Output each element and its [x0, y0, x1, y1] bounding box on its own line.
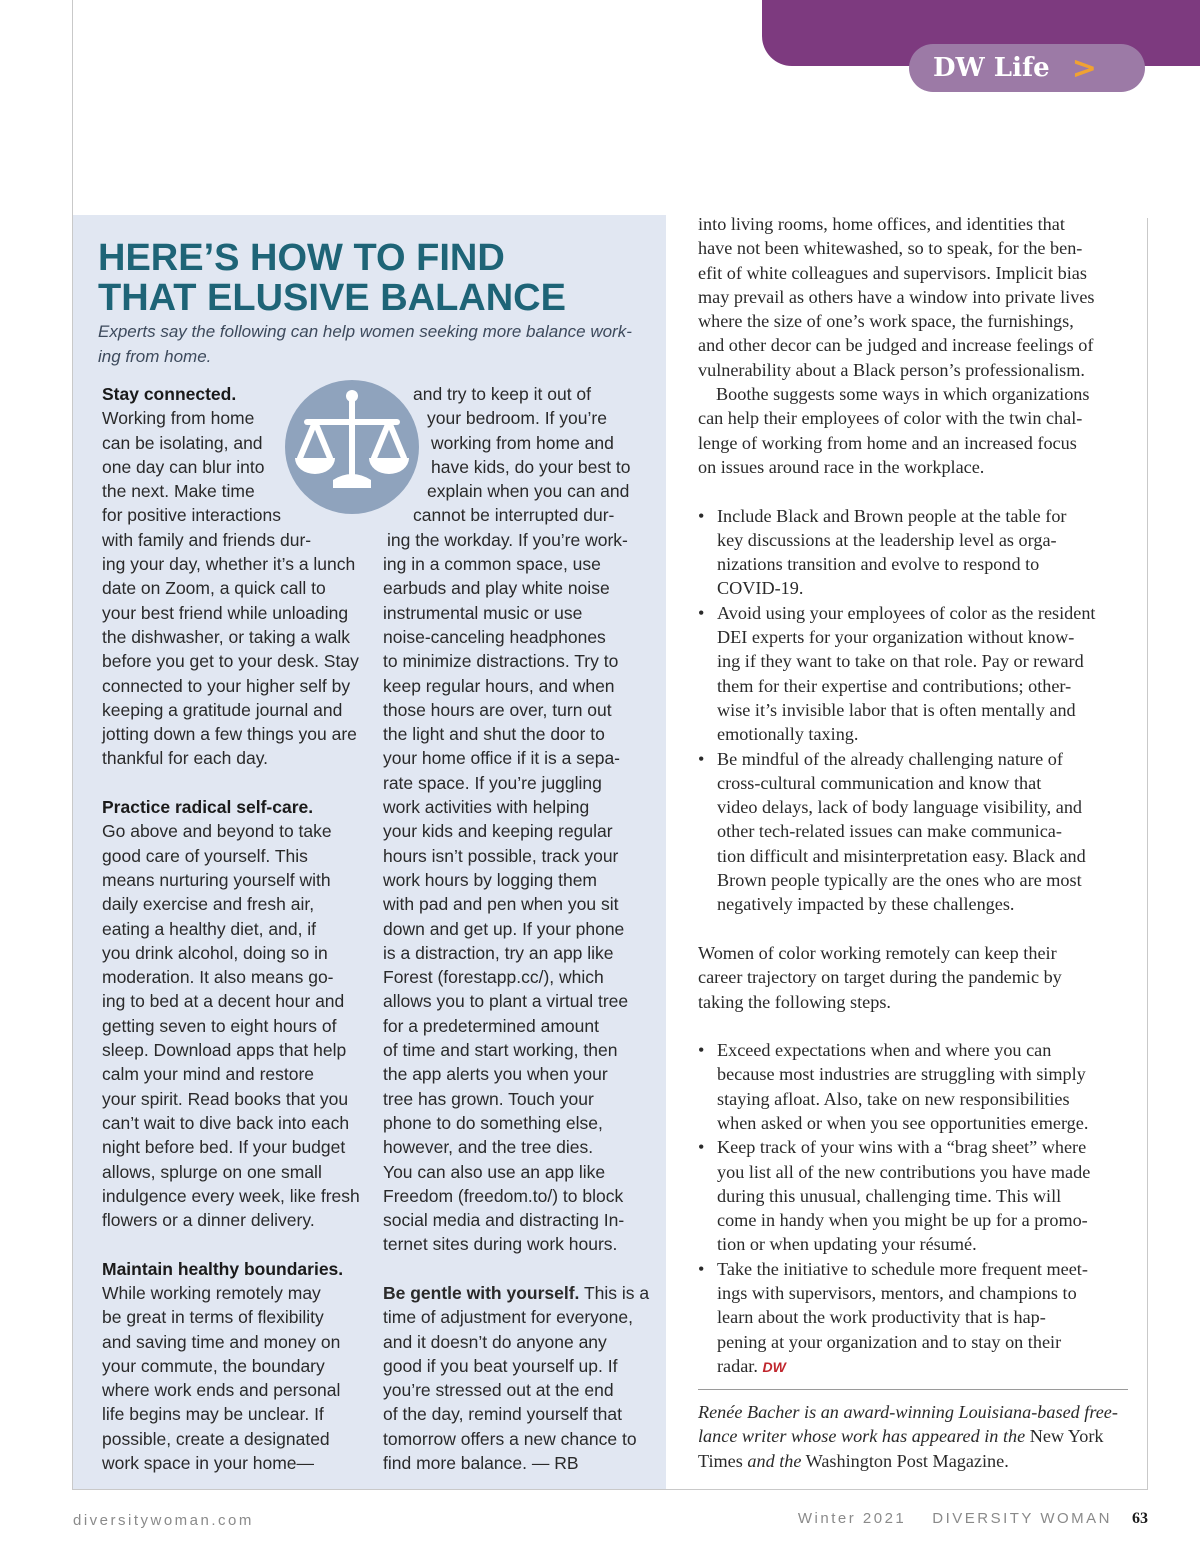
text-line-content: ing to bed at a decent hour and [102, 991, 345, 1012]
text-line-content: phone to do something else, [383, 1112, 603, 1133]
text-line [383, 722, 645, 746]
text-line-content: keeping a gratitude journal and [102, 699, 343, 720]
text-line-content: hours isn’t possible, track your [383, 845, 619, 866]
page-frame-right [1147, 218, 1148, 1490]
text-line-content: Practice radical self-care. [102, 797, 314, 818]
text-line-content: possible, create a designated [102, 1428, 330, 1449]
text-line-content: DEI experts for your organization without know- [717, 627, 1075, 648]
text-line-content: You can also use an app like [383, 1161, 606, 1182]
text-line [102, 1330, 360, 1354]
text-line [383, 1402, 645, 1426]
text-line-content: for a predetermined amount [383, 1015, 599, 1036]
paragraph-spacer [102, 771, 360, 795]
text-line-content: where the size of one’s work space, the furnishings, [698, 311, 1074, 332]
text-line [383, 1062, 645, 1086]
text-line-content: learn about the work productivity that is hap- [717, 1307, 1046, 1328]
text-line-content: wise it’s invisible labor that is often mentally and [717, 699, 1076, 720]
text-line-content: explain when you can and [427, 481, 630, 502]
text-line [102, 649, 360, 673]
text-line-content: vulnerability about a Black person’s professionalism. [698, 359, 1085, 380]
text-line-content: nizations transition and evolve to respond to [717, 554, 1040, 575]
text-line-content: social media and distracting In- [383, 1210, 625, 1231]
text-line-content: you drink alcohol, doing so in [102, 942, 328, 963]
text-line-content: your home office if it is a sepa- [383, 748, 621, 769]
text-line [102, 1014, 360, 1038]
text-line-content: rate space. If you’re juggling [383, 772, 602, 793]
bullet-item-line [698, 1257, 1138, 1281]
text-line [102, 552, 360, 576]
author-bio-line [698, 1449, 1138, 1473]
text-line-content: negatively impacted by these challenges. [717, 894, 1015, 915]
text-line [102, 1038, 360, 1062]
text-line [383, 674, 645, 698]
text-line-content: working from home and [431, 432, 614, 453]
text-line-content: ing your day, whether it’s a lunch [102, 554, 356, 575]
text-line-content: and saving time and money on [102, 1331, 341, 1352]
publication-name: Times [698, 1450, 743, 1471]
text-line-content: work space in your home— [102, 1453, 315, 1474]
text-line-content: be great in terms of flexibility [102, 1307, 324, 1328]
text-line [383, 892, 645, 916]
text-line-content: the dishwasher, or taking a walk [102, 626, 351, 647]
publication-name: New York [1025, 1426, 1104, 1447]
text-line [102, 819, 360, 843]
text-line-content: your kids and keeping regular [383, 821, 613, 842]
bullet-item-line [698, 601, 1138, 625]
text-line [383, 1038, 645, 1062]
bullet-item-line [698, 1281, 1138, 1305]
text-line-content: connected to your higher self by [102, 675, 351, 696]
text-line-content: one day can blur into [102, 456, 265, 477]
text-line [102, 601, 360, 625]
text-line-content: have not been whitewashed, so to speak, for the ben- [698, 238, 1083, 259]
text-line [383, 455, 645, 479]
text-line-content: Go above and beyond to take [102, 821, 332, 842]
paragraph-spacer [698, 917, 1138, 941]
text-line [102, 1354, 360, 1378]
text-line [383, 625, 645, 649]
text-line-content: time of adjustment for everyone, [383, 1307, 633, 1328]
bullet-item-line [698, 868, 1138, 892]
bullet-item-line [698, 649, 1138, 673]
text-line-content: may prevail as others have a window into private lives [698, 286, 1095, 307]
text-line-content: Forest (forestapp.cc/), which [383, 967, 604, 988]
bullet-item-line [698, 1062, 1138, 1086]
text-line-content: ternet sites during work hours. [383, 1234, 618, 1255]
text-line-content: good if you beat yourself up. If [383, 1355, 618, 1376]
footer-magazine: DIVERSITY WOMAN [932, 1510, 1112, 1527]
text-line-content: of time and start working, then [383, 1040, 618, 1061]
section-tab[interactable] [909, 44, 1145, 92]
text-line-content: Freedom (freedom.to/) to block [383, 1185, 624, 1206]
text-line [383, 649, 645, 673]
author-bio-line [698, 1400, 1138, 1424]
text-line-content: allows, splurge on one small [102, 1161, 322, 1182]
text-line-content: your commute, the boundary [102, 1355, 325, 1376]
text-line [698, 455, 1138, 479]
sidebar-column-right [383, 382, 650, 1475]
text-line [383, 698, 645, 722]
text-line-content: tree has grown. Touch your [383, 1088, 594, 1109]
author-bio-text: and the [742, 1450, 802, 1471]
bullet-item-line [698, 1208, 1138, 1232]
text-line [102, 1135, 360, 1159]
text-line-content: work activities with helping [383, 797, 590, 818]
text-line-content: can’t wait to dive back into each [102, 1112, 350, 1133]
text-line-content: have kids, do your best to [431, 456, 631, 477]
bullet-item-line [698, 1232, 1138, 1256]
text-line [383, 1160, 645, 1184]
text-line [383, 479, 645, 503]
bullet-item-line [698, 722, 1138, 746]
text-line-content: the next. Make time [102, 481, 255, 502]
text-line-content: Brown people typically are the ones who are most [717, 870, 1082, 891]
text-line-content: of the day, remind yourself that [383, 1404, 622, 1425]
text-line-content: Maintain healthy boundaries. [102, 1258, 344, 1279]
text-line [383, 1184, 645, 1208]
text-line-content: While working remotely may [102, 1282, 321, 1303]
text-line-content: Stay connected. [102, 384, 237, 404]
tip-heading [102, 1257, 360, 1281]
bullet-item-line [698, 1111, 1138, 1135]
text-line [698, 965, 1138, 989]
footer-folio [798, 1510, 1148, 1528]
text-line [102, 1062, 360, 1086]
bullet-item-line [698, 1305, 1138, 1329]
sidebar-intro-line: ing from home. [98, 346, 212, 366]
text-line [383, 1087, 645, 1111]
text-line-content: good care of yourself. This [102, 845, 308, 866]
text-line-content: life begins may be unclear. If [102, 1404, 324, 1425]
bullet-item-line [698, 504, 1138, 528]
text-line [383, 601, 645, 625]
text-line [102, 941, 360, 965]
bullet-item-line [698, 844, 1138, 868]
text-line [383, 1232, 645, 1256]
tip-heading [102, 795, 360, 819]
bullet-item-line [698, 1087, 1138, 1111]
bullet-item-line [698, 625, 1138, 649]
text-line-content: and other decor can be judged and increase feelings of [698, 335, 1094, 356]
text-line [383, 965, 645, 989]
text-line [102, 868, 360, 892]
text-line [383, 1427, 645, 1451]
text-line [102, 1184, 360, 1208]
text-line [102, 625, 360, 649]
text-line [383, 819, 645, 843]
text-line [102, 1087, 360, 1111]
paragraph-spacer [383, 1257, 645, 1281]
text-line-content: night before bed. If your budget [102, 1137, 346, 1158]
author-bio-line [698, 1424, 1138, 1448]
bullet-item-line [698, 552, 1138, 576]
text-line [698, 212, 1138, 236]
text-line [102, 989, 360, 1013]
text-line [698, 285, 1138, 309]
text-line-content: because most industries are struggling with simply [717, 1064, 1086, 1085]
author-bio [698, 1400, 1138, 1473]
scales-of-justice-icon-graphic [285, 380, 419, 514]
text-line-content: can help their employees of color with the twin chal- [698, 408, 1083, 429]
text-line [698, 236, 1138, 260]
text-line-content: down and get up. If your phone [383, 918, 625, 939]
paragraph-spacer [698, 1014, 1138, 1038]
text-line-content: thankful for each day. [102, 748, 269, 769]
text-line [102, 528, 360, 552]
paragraph-spacer [102, 1232, 360, 1256]
text-line-content: career trajectory on target during the pandemic by [698, 967, 1062, 988]
text-line-content: daily exercise and fresh air, [102, 894, 315, 915]
text-line-content: on issues around race in the workplace. [698, 456, 985, 477]
text-line [383, 868, 645, 892]
text-line [102, 1160, 360, 1184]
text-line [383, 431, 645, 455]
text-line-content: the light and shut the door to [383, 724, 605, 745]
text-line-content: ing in a common space, use [383, 554, 601, 575]
text-line [383, 989, 645, 1013]
bullet-item-line [698, 819, 1138, 843]
text-line [698, 941, 1138, 965]
sidebar-intro [98, 320, 638, 369]
paragraph-spacer [698, 479, 1138, 503]
text-line [383, 503, 645, 527]
text-line-content: jotting down a few things you are [102, 724, 357, 745]
text-line-content: Women of color working remotely can keep their [698, 942, 1057, 963]
text-line-content: getting seven to eight hours of [102, 1015, 337, 1036]
text-line [383, 1208, 645, 1232]
bullet-item-line [698, 795, 1138, 819]
text-line-content: ings with supervisors, mentors, and champions to [717, 1283, 1077, 1304]
page-frame-bottom [72, 1489, 1148, 1490]
text-line [102, 1378, 360, 1402]
bullet-item-line [698, 771, 1138, 795]
text-line [383, 1281, 650, 1305]
text-line [102, 965, 360, 989]
text-line-content: Keep track of your wins with a “brag sheet” where [717, 1137, 1087, 1158]
text-line [383, 1451, 645, 1475]
text-line-content: Exceed expectations when and where you can [717, 1040, 1052, 1061]
bullet-item-line [698, 674, 1138, 698]
text-line-content: radar. [717, 1355, 758, 1376]
text-line-content: allows you to plant a virtual tree [383, 991, 629, 1012]
text-line [383, 1354, 645, 1378]
chevron-right-icon: > [1071, 50, 1097, 86]
text-line-content: to minimize distractions. Try to [383, 651, 619, 672]
text-line-content: date on Zoom, a quick call to [102, 578, 326, 599]
text-line [383, 771, 645, 795]
text-line-content: noise-canceling headphones [383, 626, 606, 647]
text-line-content: your bedroom. If you’re [427, 408, 607, 429]
text-line-content: where work ends and personal [102, 1380, 341, 1401]
sidebar-title [98, 238, 658, 318]
text-line [383, 1330, 645, 1354]
text-line-content: your best friend while unloading [102, 602, 349, 623]
bullet-item-line [698, 698, 1138, 722]
bullet-item-line [698, 1354, 1138, 1378]
text-line-content: you’re stressed out at the end [383, 1380, 614, 1401]
bullet-item-line [698, 1330, 1138, 1354]
text-line [698, 406, 1138, 430]
text-line [102, 698, 360, 722]
text-line-content: Boothe suggests some ways in which organizations [716, 384, 1090, 405]
text-line-content: ing the workday. If you’re work- [387, 529, 628, 550]
text-line-content: your spirit. Read books that you [102, 1088, 349, 1109]
text-line [102, 1451, 360, 1475]
sidebar-title-line: THAT ELUSIVE BALANCE [98, 277, 566, 319]
footer-issue: Winter 2021 [797, 1510, 907, 1527]
text-line-content: Working from home [102, 408, 255, 429]
author-bio-text: lance writer whose work has appeared in the [698, 1426, 1026, 1447]
text-line-content: Avoid using your employees of color as the resident [717, 602, 1096, 623]
text-line [383, 795, 645, 819]
text-line-content: come in handy when you might be up for a promo- [717, 1210, 1088, 1231]
text-line [383, 1135, 645, 1159]
text-line-content: Include Black and Brown people at the table for [717, 505, 1067, 526]
text-line-content: cannot be interrupted dur- [413, 505, 615, 526]
author-bio-text: Renée Bacher is an award-winning Louisiana-based free- [698, 1402, 1118, 1422]
author-divider [698, 1389, 1128, 1390]
text-line [383, 552, 645, 576]
text-line [102, 917, 360, 941]
text-line [102, 746, 360, 770]
text-line [383, 917, 645, 941]
main-article-column [698, 212, 1138, 1378]
sidebar-column-left [102, 382, 360, 1475]
text-line-content: the app alerts you when your [383, 1064, 608, 1085]
text-line-content: work hours by logging them [383, 869, 597, 890]
text-line [383, 576, 645, 600]
text-line [383, 1014, 645, 1038]
text-line-content: efit of white colleagues and supervisors. Implicit bias [698, 262, 1087, 283]
text-line-content: instrumental music or use [383, 602, 583, 623]
bullet-item-line [698, 1160, 1138, 1184]
text-line-content: staying afloat. Also, take on new responsibilities [717, 1088, 1070, 1109]
text-line-content: moderation. It also means go- [102, 967, 334, 988]
text-line [102, 1208, 360, 1232]
text-line [383, 528, 645, 552]
text-line-content: them for their expertise and contributions; other- [717, 675, 1072, 696]
text-line [102, 674, 360, 698]
bullet-item-line [698, 576, 1138, 600]
text-line [102, 1111, 360, 1135]
text-line [698, 261, 1138, 285]
text-line-content: and try to keep it out of [413, 384, 592, 404]
text-line-content: however, and the tree dies. [383, 1137, 594, 1158]
text-line-content: into living rooms, home offices, and identities that [698, 214, 1065, 234]
text-line-content: earbuds and play white noise [383, 578, 610, 599]
text-line-content: other tech-related issues can make communica- [717, 821, 1062, 842]
text-line-content: Be mindful of the already challenging nature of [717, 748, 1063, 769]
text-line-content: those hours are over, turn out [383, 699, 612, 720]
end-mark: DW [762, 1358, 786, 1375]
tip-heading: Be gentle with yourself. [383, 1282, 580, 1303]
text-line-content: with family and friends dur- [102, 529, 312, 550]
text-line [383, 844, 645, 868]
footer-site: diversitywoman.com [73, 1512, 254, 1529]
text-line-content: can be isolating, and [102, 432, 263, 453]
text-line [102, 1281, 360, 1305]
text-line [698, 333, 1138, 357]
bullet-item-line [698, 1184, 1138, 1208]
text-line-content: ing if they want to take on that role. Pay or reward [717, 651, 1084, 672]
text-line-content: means nurturing yourself with [102, 869, 331, 890]
text-line-content: is a distraction, try an app like [383, 942, 614, 963]
text-line-content: key discussions at the leadership level as orga- [717, 529, 1057, 550]
text-line-content: lenge of working from home and an increased focus [698, 432, 1077, 453]
text-line-content: COVID-19. [717, 578, 804, 599]
text-line-content: emotionally taxing. [717, 724, 859, 745]
text-line-content: pening at your organization and to stay on their [717, 1331, 1062, 1352]
text-line-content: indulgence every week, like fresh [102, 1185, 360, 1206]
text-line-content: tion difficult and misinterpretation easy. Black and [717, 845, 1086, 866]
text-line [102, 844, 360, 868]
text-line-content: during this unusual, challenging time. This will [717, 1185, 1062, 1206]
text-line [102, 576, 360, 600]
text-line [102, 1402, 360, 1426]
text-line [383, 746, 645, 770]
text-line-content: you list all of the new contributions you have made [717, 1161, 1091, 1182]
bullet-item-line [698, 747, 1138, 771]
text-line [383, 382, 645, 406]
text-line-content: before you get to your desk. Stay [102, 651, 359, 672]
text-line-content: This is a [583, 1282, 650, 1303]
text-line [698, 358, 1138, 382]
scales-of-justice-icon [285, 380, 419, 514]
text-line [383, 941, 645, 965]
text-line [383, 1378, 645, 1402]
bullet-item-line [698, 1135, 1138, 1159]
text-line-content: sleep. Download apps that help [102, 1040, 347, 1061]
text-line-content: when asked or when you see opportunities emerge. [717, 1112, 1089, 1133]
text-line [698, 382, 1138, 406]
text-line [102, 1305, 360, 1329]
text-line [383, 406, 645, 430]
text-line-content: calm your mind and restore [102, 1064, 315, 1085]
page-number: 63 [1132, 1510, 1148, 1527]
text-line [383, 1305, 645, 1329]
text-line-content: tion or when updating your résumé. [717, 1234, 977, 1255]
text-line-content: cross-cultural communication and know that [717, 772, 1042, 793]
text-line-content: find more balance. — RB [383, 1453, 579, 1474]
text-line [698, 990, 1138, 1014]
bullet-item-line [698, 892, 1138, 916]
sidebar-title-line: HERE’S HOW TO FIND [98, 237, 505, 279]
text-line-content: tomorrow offers a new chance to [383, 1428, 637, 1449]
text-line [383, 1111, 645, 1135]
text-line-content: eating a healthy diet, and, if [102, 918, 317, 939]
bullet-item-line [698, 1038, 1138, 1062]
text-line-content: and it doesn’t do anyone any [383, 1331, 607, 1352]
text-line-content: taking the following steps. [698, 991, 891, 1012]
bullet-item-line [698, 528, 1138, 552]
text-line [698, 309, 1138, 333]
section-tab-label: DW Life [933, 53, 1050, 83]
publication-name: Washington Post Magazine. [801, 1450, 1009, 1471]
text-line-content: flowers or a dinner delivery. [102, 1210, 315, 1231]
text-line [102, 1427, 360, 1451]
text-line-content: for positive interactions [102, 505, 281, 526]
text-line [102, 892, 360, 916]
text-line-content: Take the initiative to schedule more frequent meet- [717, 1258, 1088, 1279]
sidebar-intro-line: Experts say the following can help women seeking more balance work- [98, 322, 632, 341]
text-line [102, 722, 360, 746]
text-line [698, 431, 1138, 455]
text-line-content: keep regular hours, and when [383, 675, 615, 696]
text-line-content: video delays, lack of body language visibility, and [717, 797, 1083, 818]
text-line-content: with pad and pen when you sit [383, 894, 619, 915]
